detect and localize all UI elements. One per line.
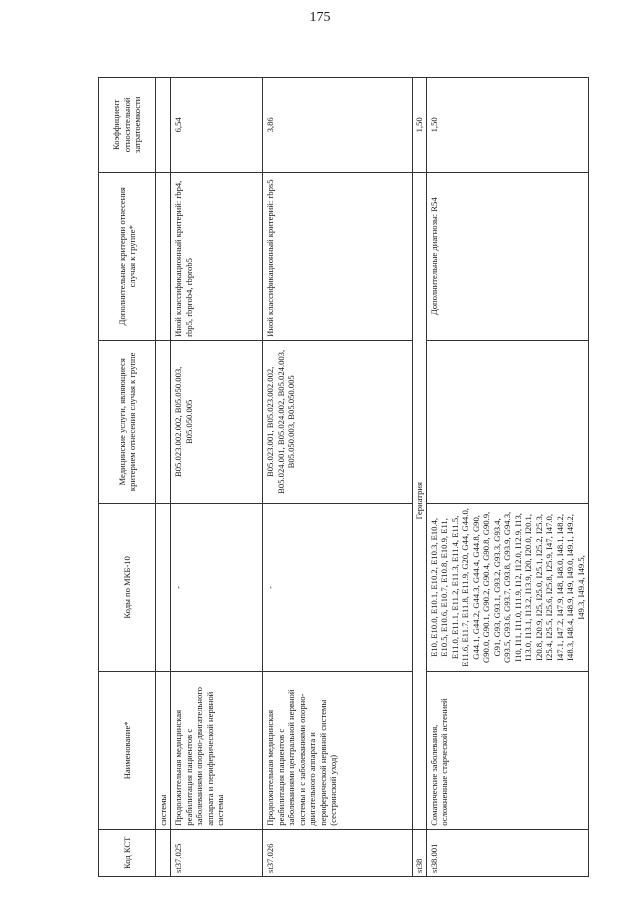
cell-name: Продолжительная медицинская реабилитация пациентов с заболеваниями центральной нервной системы и с заболеваниями опорно-двигательного аппарата и периферической нервной системы (сестринский уход): [263, 672, 413, 830]
cell-code: st38.001: [426, 829, 588, 876]
table-row: [263, 78, 413, 877]
header-services: Медицинские услуги, являющиеся критерием отнесения случая к группе: [99, 340, 156, 503]
cell-services: B05.023.002.002, B05.050.003, B05.050.005: [171, 340, 263, 503]
cell-mkb: -: [263, 503, 413, 671]
cell-services: [426, 340, 588, 503]
cell-criteria: Иной классификационный критерий: rbps5: [263, 172, 413, 340]
rotated-table-container: [98, 77, 586, 877]
cell-empty: [156, 340, 171, 503]
cell-services: B05.023.001, B05.023.002.002, B05.024.001, B05.024.002, B05.024.003, B05.050.003, B05.050.005: [263, 340, 413, 503]
header-criteria: Дополнительные критерии отнесения случая к группе*: [99, 172, 156, 340]
header-mkb: Коды по МКБ-10: [99, 503, 156, 671]
cell-empty: [156, 503, 171, 671]
cell-coef: 3,86: [263, 78, 413, 173]
table-row: [426, 78, 588, 877]
cell-name: системы: [156, 672, 171, 830]
cell-criteria: Дополнительные диагнозы: R54: [426, 172, 588, 340]
section-coef: 1,50: [413, 78, 426, 173]
section-row: [413, 78, 426, 877]
page-number: 175: [309, 10, 331, 25]
table-header-row: [99, 78, 156, 877]
cell-name: Продолжительная медицинская реабилитация пациентов с заболеваниями опорно-двигательного аппарата и периферической нервной системы: [171, 672, 263, 830]
header-name: Наименование*: [99, 672, 156, 830]
cell-coef: 1,50: [426, 78, 588, 173]
header-code: Код КСТ: [99, 829, 156, 876]
cell-mkb: -: [171, 503, 263, 671]
cell-code: st37.026: [263, 829, 413, 876]
section-name: Гериатрия: [413, 172, 426, 829]
table-row: [171, 78, 263, 877]
kst-table: [98, 77, 589, 877]
cell-empty: [156, 172, 171, 340]
cell-code: st37.025: [171, 829, 263, 876]
cell-mkb: E10, E10.0, E10.1, E10.2, E10.3, E10.4, E10.5, E10.6, E10.7, E10.8, E10.9, E11, E11.0, E11.1, E11.2, E11.3, E11.4, E11.5, E11.6, E11.7, E11.8, E11.9, G20, G44, G44.0, G44.1, G44.2, G44.3, G44.4, G44.8, G90, G90.0, G90.1, G90.2, G90.4, G90.8, G90.9, G91, G93, G93.1, G93.2, G93.3, G93.4, G93.5, G93.6, G93.7, G93.8, G93.9, G94.3, I10, I11, I11.0, I11.9, I12, I12.0, I12.9, I13, I13.0, I13.1, I13.2, I13.9, I20, I20.0, I20.1, I20.8, I20.9, I25, I25.0, I25.1, I25.2, I25.3, I25.4, I25.5, I25.6, I25.8, I25.9, I47, I47.0, I47.1, I47.2, I47.9, I48, I48.0, I48.1, I48.2, I48.3, I48.4, I48.9, I49, I49.0, I49.1, I49.2, I49.3, I49.4, I49.5,: [426, 503, 588, 671]
header-coef: Коэффициент относительной затратоемкости: [99, 78, 156, 173]
section-code: st38: [413, 829, 426, 876]
cell-empty: [156, 829, 171, 876]
table-row: [156, 78, 171, 877]
cell-criteria: Иной классификационный критерий: rbp4, rbp5, rbprob4, rbprob5: [171, 172, 263, 340]
cell-name: Соматические заболевания, осложненные старческой астенией: [426, 672, 588, 830]
cell-empty: [156, 78, 171, 173]
cell-coef: 6,54: [171, 78, 263, 173]
